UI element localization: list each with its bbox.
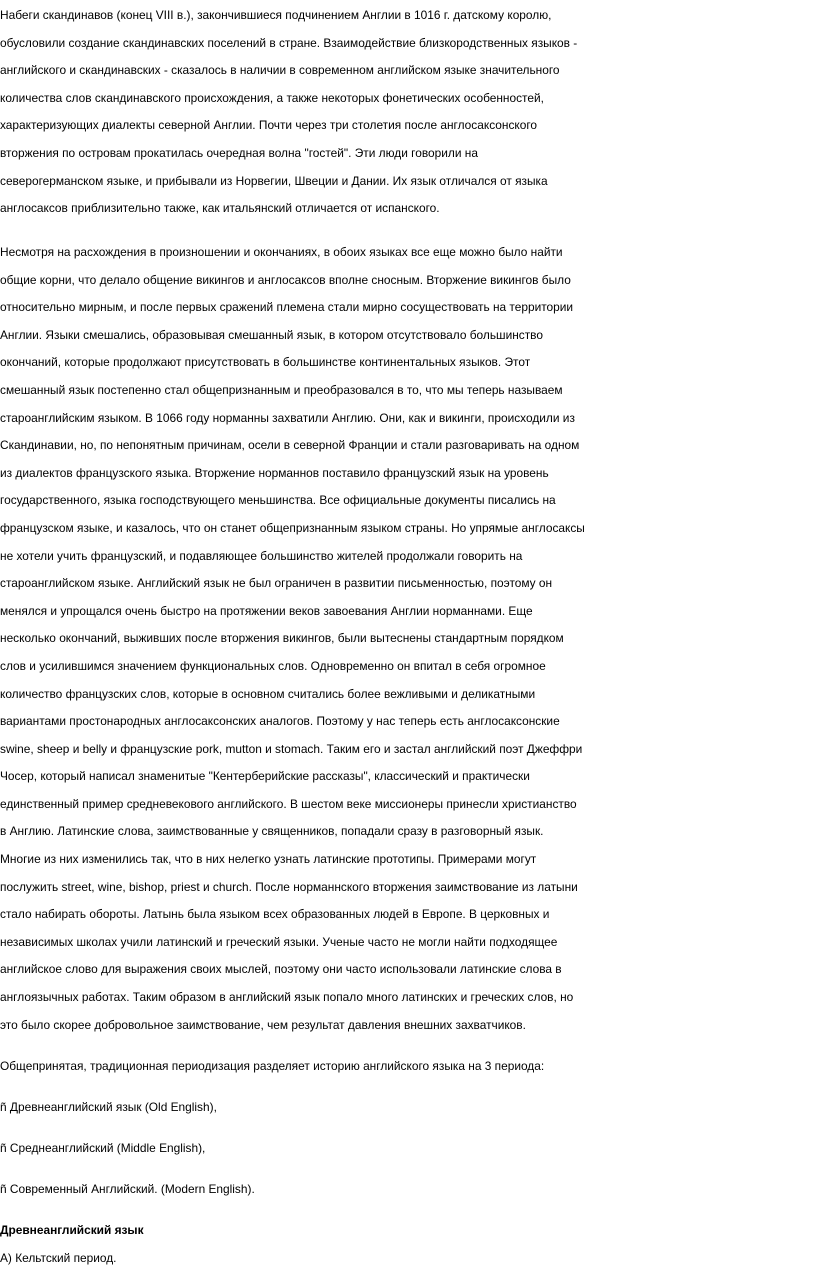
- text-line: ñ Древнеанглийский язык (Old English),: [0, 1100, 217, 1114]
- text-line: французском языке, и казалось, что он станет общепризнанным языком страны. Но упрямые англосаксы: [0, 520, 585, 535]
- text-line: количество французских слов, которые в основном считались более вежливыми и деликатными: [0, 686, 536, 701]
- paragraph-periodization: [0, 1053, 816, 1081]
- text-line: вторжения по островам прокатилась очередная волна "гостей". Эти люди говорили на: [0, 145, 478, 160]
- text-line: слов и усилившимся значением функциональных слов. Одновременно он впитал в себя огромное: [0, 658, 546, 673]
- paragraph-norman-conquest: [0, 239, 816, 1039]
- text-line: ñ Современный Английский. (Modern English).: [0, 1182, 255, 1196]
- text-line: ñ Среднеанглийский (Middle English),: [0, 1141, 206, 1155]
- text-line: послужить street, wine, bishop, priest и church. После норманнского вторжения заимствование из латыни: [0, 879, 578, 894]
- text-line: вариантами простонародных англосаксонских аналогов. Поэтому у нас теперь есть англосаксонские: [0, 714, 560, 729]
- text-line: из диалектов французского языка. Вторжение норманнов поставило французский язык на уровень: [0, 465, 549, 480]
- text-line: характеризующих диалекты северной Англии. Почти через три столетия после англосаксонского: [0, 118, 538, 133]
- text-line: независимых школах учили латинский и греческий языки. Ученые часто не могли найти подходящее: [0, 934, 558, 949]
- text-line: северогерманском языке, и прибывали из Норвегии, Швеции и Дании. Их язык отличался от языка: [0, 173, 548, 188]
- text-line: Скандинавии, но, по непонятным причинам, осели в северной Франции и стали разговаривать на одном: [0, 438, 580, 453]
- text-line: Несмотря на расхождения в произношении и окончаниях, в обоих языках все еще можно было найти: [0, 245, 563, 259]
- text-line: не хотели учить французский, и подавляющее большинство жителей продолжали говорить на: [0, 548, 523, 563]
- text-line: Чосер, который написал знаменитые "Кентерберийские рассказы", классический и практически: [0, 769, 530, 784]
- text-line: относительно мирным, и после первых сражений племена стали мирно сосуществовать на территории: [0, 300, 574, 315]
- text-line: староанглийском языке. Английский язык не был ограничен в развитии письменностью, поэтому он: [0, 576, 553, 591]
- text-line: смешанный язык постепенно стал общепризнанным и преобразовался в то, что мы теперь называем: [0, 382, 563, 397]
- text-line: английское слово для выражения своих мыслей, поэтому они часто использовали латинские слова в: [0, 962, 562, 977]
- text-line: англоязычных работах. Таким образом в английский язык попало много латинских и греческих слов, но: [0, 990, 574, 1005]
- text-line: общие корни, что делало общение викингов и англосаксов вполне сносным. Вторжение викингов было: [0, 272, 571, 287]
- list-item-old-english: [0, 1094, 816, 1122]
- text-line: в Англию. Латинские слова, заимствованные у священников, попадали сразу в разговорный язык.: [0, 824, 544, 839]
- text-line: обусловили создание скандинавских поселений в стране. Взаимодействие близкородственных языков -: [0, 35, 578, 50]
- text-line: Англии. Языки смешались, образовывая смешанный язык, в котором отсутствовало большинство: [0, 327, 543, 342]
- text-line: Общепринятая, традиционная периодизация разделяет историю английского языка на 3 периода:: [0, 1059, 545, 1073]
- text-line: староанглийским языком. В 1066 году норманны захватили Англию. Они, как и викинги, происходили из: [0, 410, 575, 425]
- text-line: единственный пример средневекового английского. В шестом веке миссионеры принесли христианство: [0, 796, 577, 811]
- list-item-middle-english: [0, 1135, 816, 1163]
- text-line: окончаний, которые продолжают присутствовать в большинстве континентальных языков. Этот: [0, 355, 531, 370]
- text-line: это было скорее добровольное заимствование, чем результат давления внешних захватчиков.: [0, 1017, 526, 1032]
- text-line: Набеги скандинавов (конец VIII в.), закончившиеся подчинением Англии в 1016 г. датскому королю,: [0, 8, 552, 22]
- text-line: swine, sheep и belly и французские pork, mutton и stomach. Таким его и застал английский поэт Джеффри: [0, 741, 583, 756]
- text-line: английского и скандинавских - сказалось в наличии в современном английском языке значительного: [0, 63, 560, 78]
- text-line: государственного, языка господствующего меньшинства. Все официальные документы писались на: [0, 493, 556, 508]
- text-line: количества слов скандинавского происхождения, а также некоторых фонетических особенностей,: [0, 90, 544, 105]
- text-line: менялся и упрощался очень быстро на протяжении веков завоевания Англии норманнами. Еще: [0, 603, 533, 618]
- section-heading: [0, 1217, 816, 1272]
- text-line: Многие из них изменились так, что в них нелегко узнать латинские прототипы. Примерами могут: [0, 852, 537, 867]
- list-item-modern-english: [0, 1176, 816, 1204]
- paragraph-scandinavian-raids: [0, 2, 816, 223]
- text-line: англосаксов приблизительно также, как итальянский отличается от испанского.: [0, 201, 440, 216]
- subheading-celtic-period: А) Кельтский период.: [0, 1250, 117, 1265]
- heading-old-english: Древнеанглийский язык: [0, 1223, 144, 1237]
- text-line: несколько окончаний, выживших после вторжения викингов, были вытеснены стандартным порядком: [0, 631, 564, 646]
- text-line: стало набирать обороты. Латынь была языком всех образованных людей в Европе. В церковных и: [0, 907, 550, 922]
